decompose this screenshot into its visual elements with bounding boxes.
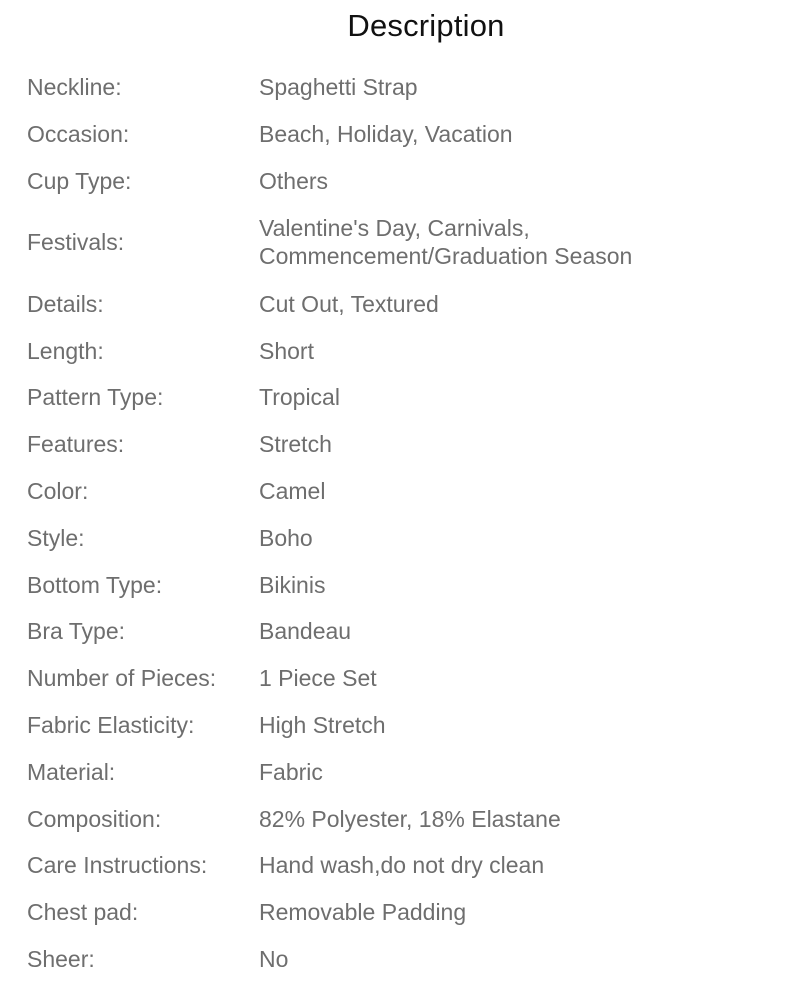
spec-value: No	[259, 945, 289, 972]
spec-label: Number of Pieces:	[27, 665, 217, 692]
spec-row-cup-type	[27, 158, 787, 205]
spec-row-composition	[27, 795, 787, 842]
spec-value: Removable Padding	[259, 899, 467, 926]
spec-value: Hand wash,do not dry clean	[259, 852, 545, 879]
spec-row-sheer	[27, 936, 787, 983]
spec-label: Material:	[27, 758, 116, 785]
spec-row-color	[27, 468, 787, 515]
spec-label: Composition:	[27, 805, 162, 832]
spec-row-bra-type	[27, 608, 787, 655]
spec-label: Color:	[27, 477, 89, 504]
spec-row-bottom-type	[27, 561, 787, 608]
spec-value: Boho	[259, 524, 313, 551]
spec-label: Bottom Type:	[27, 571, 163, 598]
spec-row-pattern-type	[27, 374, 787, 421]
spec-label: Occasion:	[27, 121, 130, 148]
spec-value: Bandeau	[259, 618, 352, 645]
spec-value: Beach, Holiday, Vacation	[259, 121, 513, 148]
spec-value	[259, 214, 787, 270]
spec-value: 1 Piece Set	[259, 665, 377, 692]
spec-label: Bra Type:	[27, 618, 126, 645]
spec-row-features	[27, 421, 787, 468]
spec-value: Fabric	[259, 758, 323, 785]
spec-label: Details:	[27, 290, 104, 317]
spec-row-material	[27, 748, 787, 795]
spec-value: Stretch	[259, 431, 332, 458]
spec-label: Festivals:	[27, 229, 125, 256]
spec-label: Fabric Elasticity:	[27, 711, 195, 738]
spec-label: Neckline:	[27, 74, 122, 101]
spec-value: Tropical	[259, 384, 340, 411]
spec-row-number-of-pieces	[27, 655, 787, 702]
spec-label: Length:	[27, 337, 104, 364]
spec-row-chest-pad	[27, 889, 787, 936]
spec-value: Bikinis	[259, 571, 326, 598]
spec-value: Cut Out, Textured	[259, 290, 439, 317]
spec-label: Sheer:	[27, 945, 95, 972]
spec-label: Style:	[27, 524, 85, 551]
spec-value-line: Valentine's Day, Carnivals,	[259, 215, 530, 242]
spec-value: Camel	[259, 477, 326, 504]
page-title: Description	[347, 8, 505, 43]
spec-value: High Stretch	[259, 711, 386, 738]
spec-label: Pattern Type:	[27, 384, 164, 411]
spec-value: Short	[259, 337, 314, 364]
spec-value: 82% Polyester, 18% Elastane	[259, 805, 561, 832]
spec-row-festivals	[27, 204, 787, 280]
spec-value-line: Commencement/Graduation Season	[259, 243, 633, 270]
spec-row-style	[27, 514, 787, 561]
spec-row-neckline	[27, 64, 787, 111]
spec-label: Chest pad:	[27, 899, 139, 926]
spec-label: Features:	[27, 431, 125, 458]
spec-value: Others	[259, 167, 329, 194]
spec-row-details	[27, 280, 787, 327]
spec-value: Spaghetti Strap	[259, 74, 418, 101]
spec-row-length	[27, 327, 787, 374]
spec-row-fabric-elasticity	[27, 702, 787, 749]
spec-label: Care Instructions:	[27, 852, 208, 879]
spec-list	[27, 64, 787, 982]
spec-row-care-instructions	[27, 842, 787, 889]
spec-label: Cup Type:	[27, 167, 132, 194]
spec-row-occasion	[27, 111, 787, 158]
